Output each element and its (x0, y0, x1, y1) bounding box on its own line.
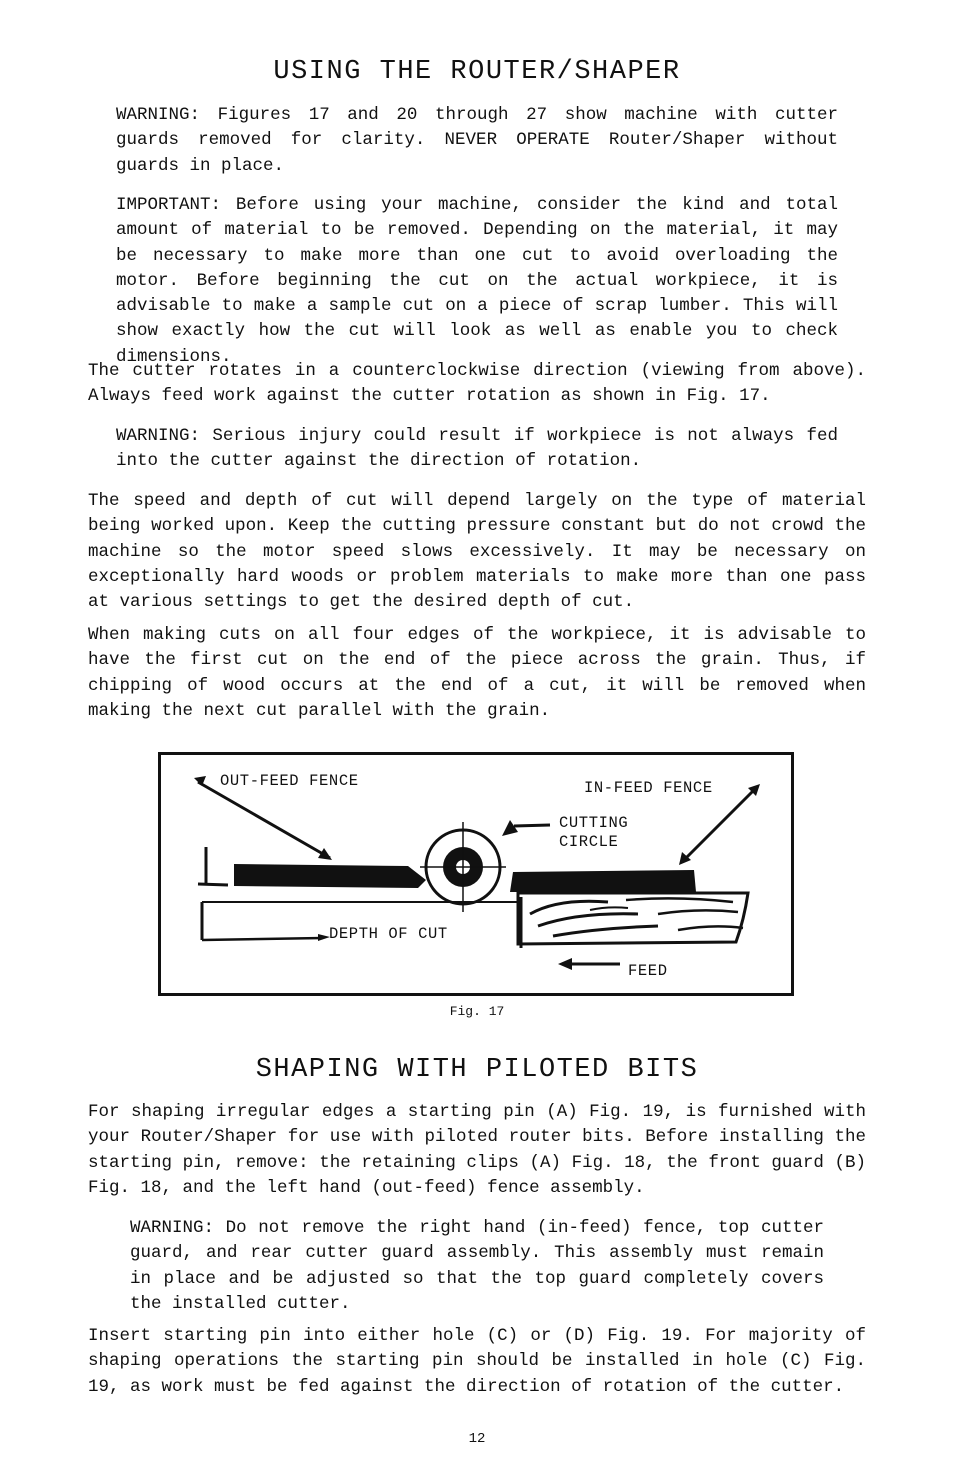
figure-17-diagram (158, 752, 794, 996)
label-out-feed-fence: OUT-FEED FENCE (220, 772, 359, 790)
out-feed-arrow (198, 782, 330, 858)
starting-pin-paragraph: For shaping irregular edges a starting pin (A) Fig. 19, is furnished with your Router/Shaper for use with piloted router bits. Before installing the starting pin, remove: the retaining clips (A) Fig. 18, the front guard (B) Fig. 18, and the left hand (out-feed) fence assembly. (88, 1102, 866, 1198)
label-feed: FEED (628, 962, 668, 980)
in-feed-arrow (682, 788, 756, 862)
out-feed-fence-bar (234, 864, 426, 888)
section-title-using-router: USING THE ROUTER/SHAPER (273, 57, 681, 87)
cutting-circle-arrow (514, 825, 550, 826)
warning-guards-paragraph: WARNING: Figures 17 and 20 through 27 show machine with cutter guards removed for clarity. NEVER OPERATE Router/Shaper without guards in place. (116, 105, 838, 176)
warning-injury-paragraph: WARNING: Serious injury could result if workpiece is not always fed into the cutter against the direction of rotation. (116, 426, 838, 472)
section-title-piloted-bits: SHAPING WITH PILOTED BITS (255, 1055, 699, 1085)
four-edges-paragraph: When making cuts on all four edges of the workpiece, it is advisable to have the first cut on the end of the piece across the grain. Thus, if chipping of wood occurs at the end of a cut, it will be removed when making the next cut parallel with the grain. (88, 625, 866, 721)
rotation-paragraph: The cutter rotates in a counterclockwise direction (viewing from above). Always feed work against the cutter rotation as shown in Fig. 17. (88, 361, 866, 407)
label-in-feed-fence: IN-FEED FENCE (584, 779, 713, 797)
speed-depth-paragraph: The speed and depth of cut will depend largely on the type of material being worked upon. Keep the cutting pressure constant but do not crowd the machine so the motor speed slows excessively. It may be necessary on exceptionally hard woods or problem materials to make more than one pass at various settings to get the desired depth of cut. (88, 491, 866, 613)
page-number: 12 (468, 1431, 486, 1447)
label-depth-of-cut: DEPTH OF CUT (329, 925, 448, 943)
important-paragraph: IMPORTANT: Before using your machine, consider the kind and total amount of material to be removed. Depending on the material, it may be necessary to make more than one cut to avoid overloading the motor. Before beginning the cut on the actual workpiece, it is advisable to make a sample cut on a piece of scrap lumber. This will show exactly how the cut will look as well as enable you to check dimensions. (116, 195, 838, 367)
figure-17-caption: Fig. 17 (449, 1004, 505, 1019)
insert-pin-paragraph: Insert starting pin into either hole (C) or (D) Fig. 19. For majority of shaping operations the starting pin should be installed in hole (C) Fig. 19, as work must be fed against the direction of rotation of the cutter. (88, 1326, 866, 1397)
label-circle: CIRCLE (559, 833, 619, 851)
in-feed-fence-bar (510, 870, 696, 892)
warning-infeed-fence-paragraph: WARNING: Do not remove the right hand (in-feed) fence, top cutter guard, and rear cutter guard assembly. This assembly must remain in place and be adjusted so that the top guard completely covers the installed cutter. (130, 1218, 824, 1314)
label-cutting: CUTTING (559, 814, 629, 832)
